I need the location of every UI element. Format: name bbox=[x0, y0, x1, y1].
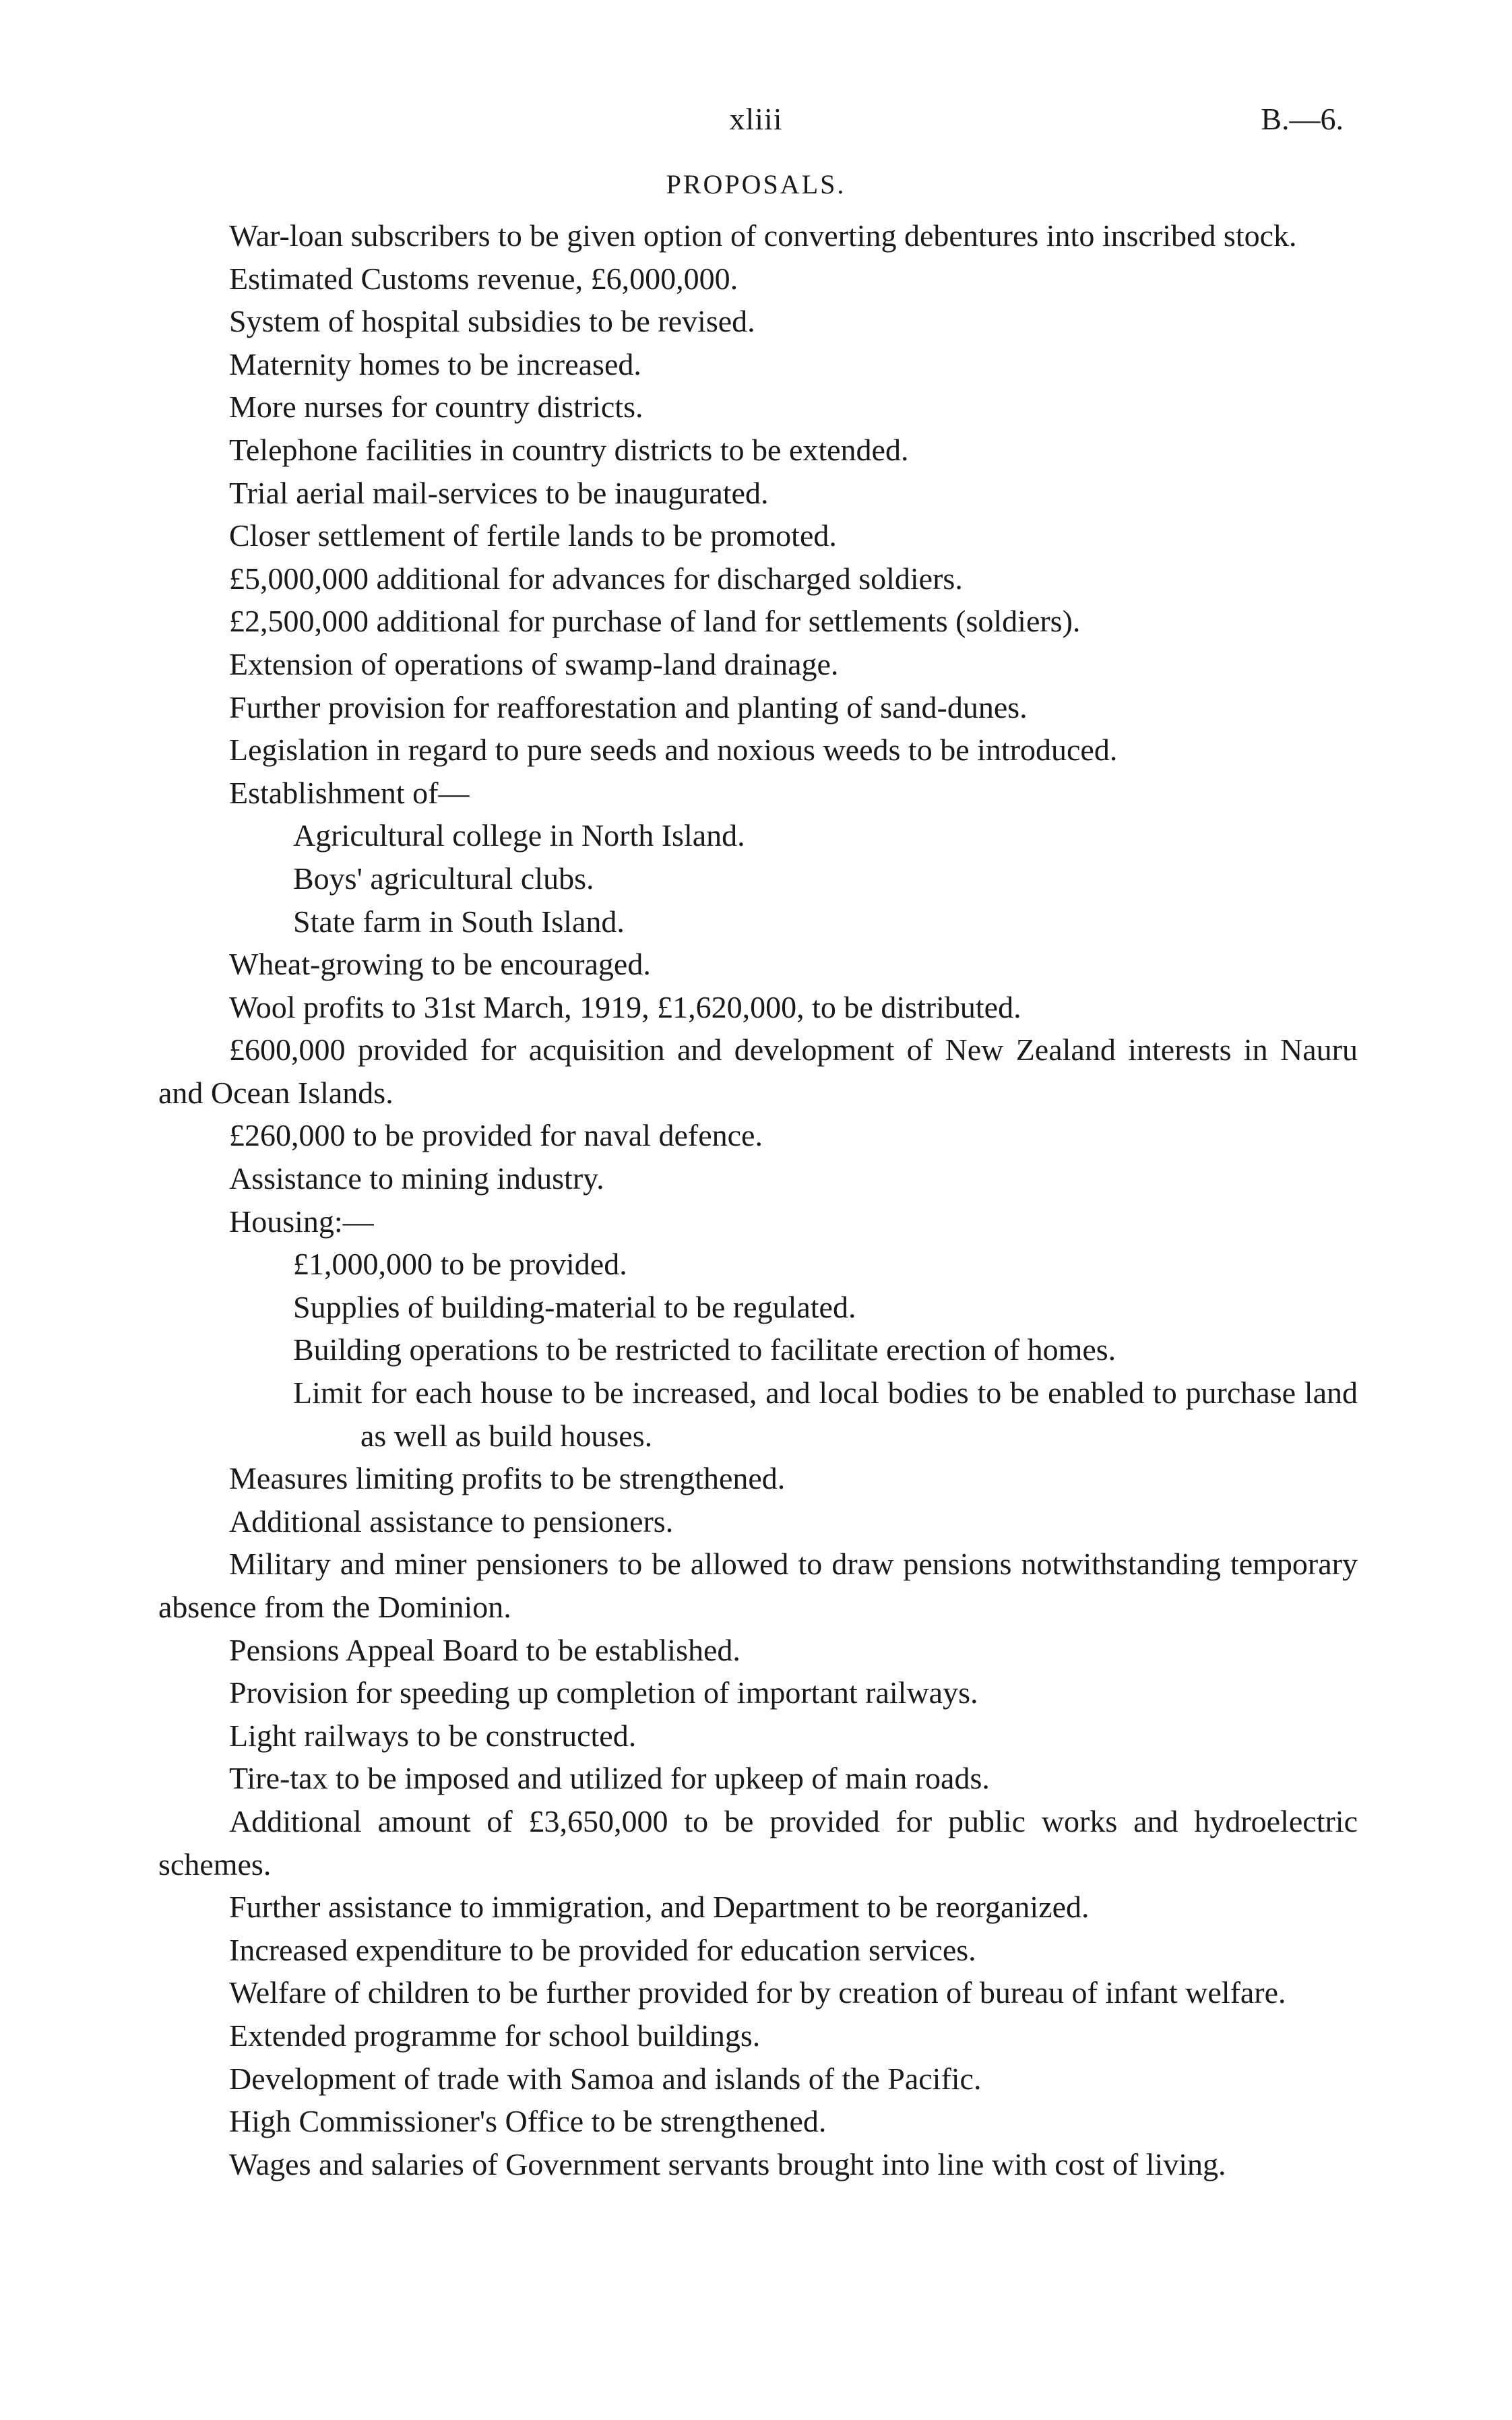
proposal-item: Light railways to be constructed. bbox=[229, 1718, 637, 1753]
proposal-item: System of hospital subsidies to be revised. bbox=[229, 304, 755, 339]
proposal-item: Housing:— bbox=[229, 1204, 374, 1239]
proposal-item: Further assistance to immigration, and Department to be reorganized. bbox=[229, 1890, 1090, 1925]
proposal-item: War-loan subscribers to be given option of converting debentures into inscribed stock. bbox=[229, 218, 1297, 253]
proposal-item: Further provision for reafforestation and planting of sand-dunes. bbox=[229, 689, 1028, 724]
proposal-item: Maternity homes to be increased. bbox=[229, 346, 641, 381]
proposal-item: Establishment of— bbox=[229, 775, 470, 810]
proposal-item: Wool profits to 31st March, 1919, £1,620,000, to be distributed. bbox=[229, 989, 1021, 1024]
proposal-item: Pensions Appeal Board to be established. bbox=[229, 1632, 741, 1667]
proposal-item: £2,500,000 additional for purchase of land for settlements (soldiers). bbox=[229, 604, 1081, 639]
proposal-item: Measures limiting profits to be strengthened. bbox=[229, 1461, 786, 1496]
proposal-subitem: Boys' agricultural clubs. bbox=[293, 861, 594, 896]
proposal-subitem: Agricultural college in North Island. bbox=[293, 818, 745, 853]
proposal-item: Extension of operations of swamp-land drainage. bbox=[229, 646, 839, 681]
proposal-item: Additional assistance to pensioners. bbox=[229, 1503, 674, 1539]
proposal-item: Increased expenditure to be provided for education services. bbox=[229, 1932, 976, 1967]
proposal-subitem: Building operations to be restricted to facilitate erection of homes. bbox=[293, 1332, 1116, 1367]
proposal-item: Assistance to mining industry. bbox=[229, 1161, 604, 1196]
proposal-item: Legislation in regard to pure seeds and noxious weeds to be introduced. bbox=[229, 733, 1118, 768]
proposal-subitem: Limit for each house to be increased, and local bodies to be enabled to purchase land as well as build houses. bbox=[293, 1375, 1358, 1453]
proposal-item: £5,000,000 additional for advances for discharged soldiers. bbox=[229, 561, 963, 596]
proposal-item: High Commissioner's Office to be strengthened. bbox=[229, 2104, 827, 2139]
proposal-item: £260,000 to be provided for naval defence. bbox=[229, 1118, 763, 1153]
proposal-item: Additional amount of £3,650,000 to be provided for public works and hydroelectric schemes. bbox=[158, 1803, 1358, 1882]
proposal-item: Estimated Customs revenue, £6,000,000. bbox=[229, 261, 738, 296]
page-number: xliii bbox=[729, 102, 783, 136]
proposal-subitem: £1,000,000 to be provided. bbox=[293, 1247, 627, 1282]
proposal-item: Extended programme for school buildings. bbox=[229, 2018, 761, 2053]
proposal-subitem: State farm in South Island. bbox=[293, 904, 625, 939]
proposal-subitem: Supplies of building-material to be regulated. bbox=[293, 1289, 856, 1324]
proposal-item: Wheat-growing to be encouraged. bbox=[229, 947, 651, 982]
proposal-item: Development of trade with Samoa and islands of the Pacific. bbox=[229, 2061, 982, 2096]
document-reference: B.—6. bbox=[1261, 102, 1344, 136]
proposal-item: Military and miner pensioners to be allowed to draw pensions notwithstanding temporary absence from the Dominion. bbox=[158, 1547, 1358, 1624]
proposals-list bbox=[158, 214, 1358, 2185]
proposal-item: Tire-tax to be imposed and utilized for upkeep of main roads. bbox=[229, 1761, 990, 1796]
proposal-item: Telephone facilities in country districts to be extended. bbox=[229, 432, 909, 467]
proposal-item: Provision for speeding up completion of important railways. bbox=[229, 1675, 978, 1710]
proposal-item: More nurses for country districts. bbox=[229, 390, 643, 425]
proposal-item: £600,000 provided for acquisition and development of New Zealand interests in Nauru and Ocean Islands. bbox=[158, 1032, 1358, 1110]
proposal-item: Trial aerial mail-services to be inaugurated. bbox=[229, 475, 769, 510]
proposal-item: Wages and salaries of Government servants brought into line with cost of living. bbox=[229, 2146, 1226, 2181]
proposal-item: Welfare of children to be further provided for by creation of bureau of infant welfare. bbox=[229, 1975, 1286, 2010]
proposal-item: Closer settlement of fertile lands to be promoted. bbox=[229, 518, 837, 553]
section-title: PROPOSALS. bbox=[666, 169, 846, 199]
